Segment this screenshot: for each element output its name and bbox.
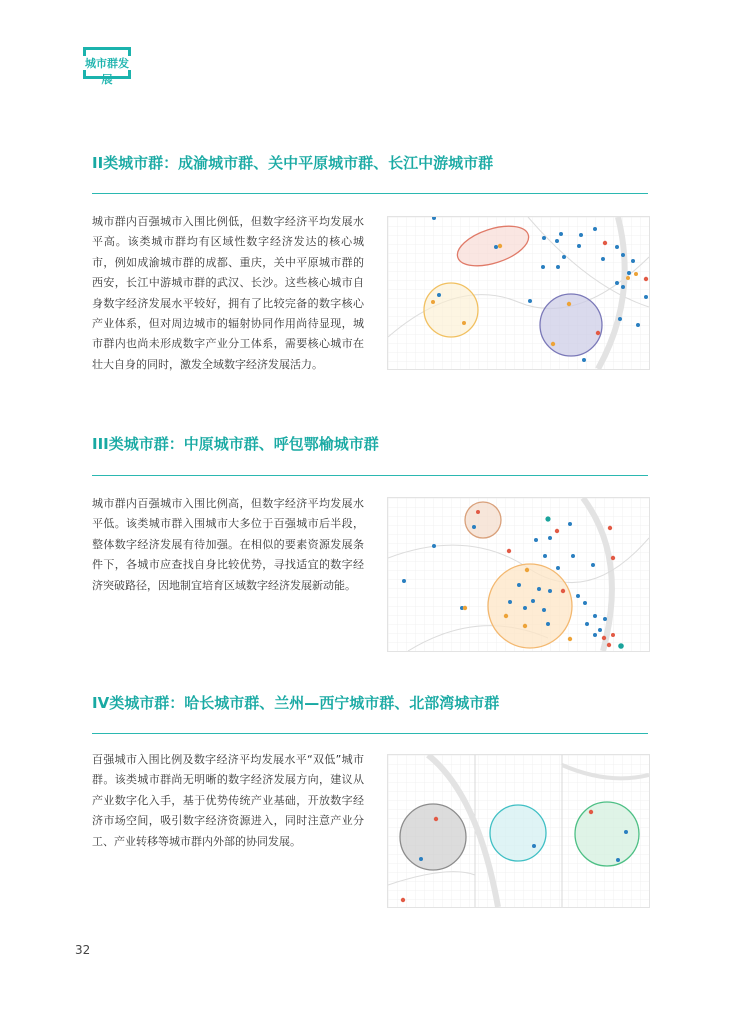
section-heading-iv: IV类城市群：哈长城市群、兰州—西宁城市群、北部湾城市群 bbox=[92, 694, 500, 712]
logo-text: 城市群发展 bbox=[85, 57, 129, 86]
cluster-circle bbox=[424, 283, 478, 337]
cluster-circle bbox=[490, 805, 546, 861]
cluster-diagram-iii-svg bbox=[388, 498, 649, 651]
cluster-diagram-ii-svg bbox=[388, 217, 649, 369]
section-heading-ii: II类城市群：成渝城市群、关中平原城市群、长江中游城市群 bbox=[92, 154, 494, 172]
section-divider bbox=[92, 475, 648, 476]
section-heading-iii: III类城市群：中原城市群、呼包鄂榆城市群 bbox=[92, 435, 379, 453]
section-divider bbox=[92, 733, 648, 734]
cluster-diagram-iii bbox=[387, 497, 650, 652]
cluster-circle bbox=[400, 804, 466, 870]
cluster-circle bbox=[575, 802, 639, 866]
section-divider bbox=[92, 193, 648, 194]
cluster-diagram-iv-svg bbox=[388, 755, 649, 907]
section-logo bbox=[83, 47, 131, 86]
page-number: 32 bbox=[75, 943, 91, 957]
cluster-circle bbox=[488, 564, 572, 648]
cluster-diagram-iv bbox=[387, 754, 650, 908]
section-body-iii: 城市群内百强城市入围比例高，但数字经济平均发展水平低。该类城市群入围城市大多位于百强城市后半段，整体数字经济发展有待加强。在相似的要素资源发展条件下，各城市应查找自身比较优势，寻找适宜的数字经济突破路径，因地制宜培育区域数字经济发展新动能。 bbox=[92, 497, 364, 592]
section-body-ii: 城市群内百强城市入围比例低，但数字经济平均发展水平高。该类城市群均有区域性数字经济发达的核心城市，例如成渝城市群的成都、重庆，关中平原城市群的西安，长江中游城市群的武汉、长沙。这些核心城市自身数字经济发展水平较好，拥有了比较完备的数字核心产业体系，但对周边城市的辐射协同作用尚待显现，城市群内也尚未形成数字产业分工体系，需要核心城市在壮大自身的同时，激发全域数字经济发展活力。 bbox=[92, 215, 364, 371]
cluster-diagram-ii bbox=[387, 216, 650, 370]
section-body-iv: 百强城市入围比例及数字经济平均发展水平“双低”城市群。该类城市群尚无明晰的数字经济发展方向，建议从产业数字化入手，基于优势传统产业基础，开放数字经济市场空间，吸引数字经济资源进入，同时注意产业分工、产业转移等城市群内外部的协同发展。 bbox=[92, 753, 364, 848]
cluster-circle bbox=[465, 502, 501, 538]
